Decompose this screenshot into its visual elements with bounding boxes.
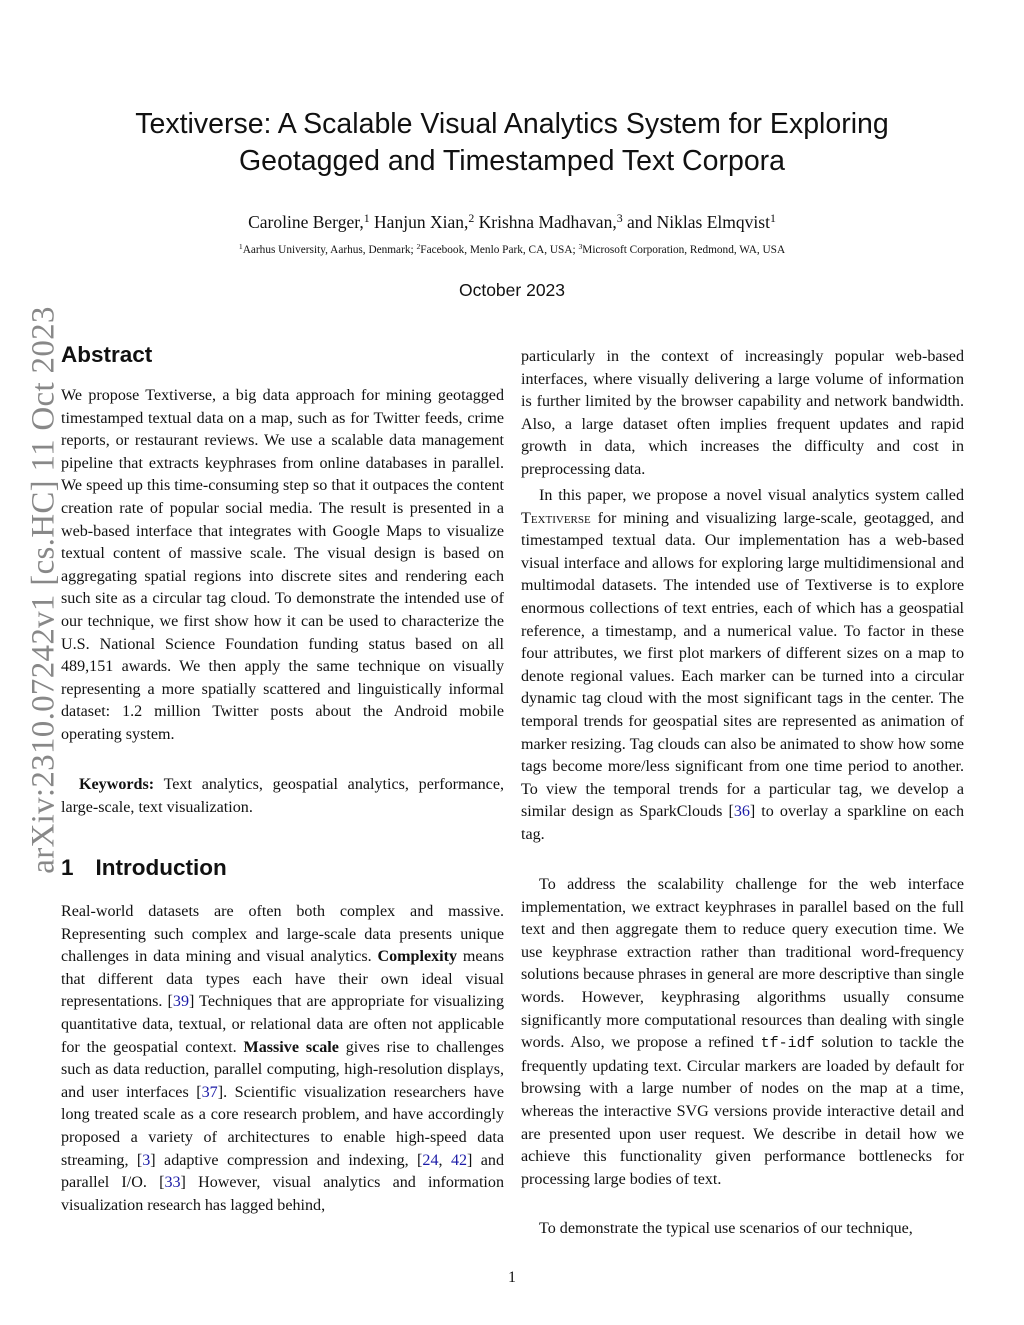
section-heading-introduction: 1 Introduction: [61, 855, 227, 880]
author: Hanjun Xian,$^2$: [374, 211, 475, 232]
affiliation: $^3$Microsoft Corporation, Redmond, WA, USA: [578, 242, 786, 256]
intro-paragraph: Real-world datasets are often both complex and massive. Representing such complex and large-scale data presents unique challenges in data mining and visual analytics. Complexity means that different data types each have their own ideal visual representations. [39] Techniques that are appropriate for visualizing quantitative data, textual, or relational data are often not applicable for the geospatial context. Massive scale gives rise to challenges such as data reduction, parallel computing, high-resolution displays, and user interfaces [37]. Scientific visualization researchers have long treated scale as a core research problem, and have accordingly proposed a variety of architectures to enable high-speed data streaming, [3] adaptive compression and indexing, [24, 42] and parallel I/O. [33] However, visual analytics and information visualization research has lagged behind,: [61, 903, 505, 1214]
title-line-2: Geotagged and Timestamped Text Corpora: [238, 145, 786, 177]
citation-link[interactable]: 39: [172, 993, 189, 1011]
author: and Niklas Elmqvist$^1$: [627, 211, 776, 232]
keywords-label: Keywords:: [79, 776, 155, 793]
citation-link[interactable]: 37: [201, 1083, 218, 1101]
title-line-1: Textiverse: A Scalable Visual Analytics System for Exploring: [135, 108, 889, 140]
body-paragraph: In this paper, we propose a novel visual analytics system called Textiverse for mining and visualizing large-scale, geotagged, and timestamped textual data. Our implementation has a web-based visual interface and allows for exploring large multidimensional and multimodal datasets. The intended use of Textiverse is to explore enormous collections of text entries, each of which has a geospatial reference, a timestamp, and a numerical value. To factor in these four attributes, we first plot markers of different sizes on a map to denote regional values. Each marker can be turned into a circular dynamic tag cloud with the most significant tags in the center. The temporal trends for geospatial sites are represented as animation of marker resizing. Tag clouds can also be animated to show how some tags become more/less significant from one time period to another. To view the temporal trends for a particular tag, we develop a similar design as SparkClouds [36] to overlay a sparkline on each tag.: [521, 487, 965, 843]
affiliation: $^2$Facebook, Menlo Park, CA, USA;: [416, 242, 576, 256]
citation-link[interactable]: 24: [422, 1151, 439, 1169]
author: Krishna Madhavan,$^3$: [478, 211, 623, 232]
citation-link[interactable]: 3: [142, 1151, 151, 1169]
keywords: [61, 774, 504, 819]
code-term: tf-idf: [760, 1035, 815, 1053]
system-name: Textiverse: [521, 509, 591, 527]
body-paragraph: particularly in the context of increasingly popular web-based interfaces, where visually delivering a large volume of information is further limited by the browser capability and network bandwidth. Also, a large dataset often implies frequent updates and rapid growth in data, which increases the difficulty and cost in preprocessing data.: [521, 348, 964, 478]
abstract-text: We propose Textiverse, a big data approach for mining geotagged timestamped textual data on a map, such as for Twitter feeds, crime reports, or restaurant reviews. We use a scalable data management pipeline that extracts keyphrases from online databases in parallel. We speed up this time-consuming step so that it outpaces the content creation rate of popular social media. The result is presented in a web-based interface that integrates with Google Maps to visualize textual content of massive scale. The visual design is based on aggregating spatial regions into discrete sites and rendering each such site as a circular tag cloud. To demonstrate the intended use of our technique, we first show how it can be used to characterize the U.S. National Science Foundation funding status based on all 489,151 awards. We then apply the same technique on visually representing a more spatially scattered and linguistically informal dataset: 1.2 million Twitter posts about the Android mobile operating system.: [61, 387, 504, 743]
author-list: [0, 210, 1024, 234]
body-paragraph: To demonstrate the typical use scenarios of our technique,: [539, 1220, 913, 1237]
publication-date: October 2023: [458, 280, 566, 300]
affiliation: $^1$Aarhus University, Aarhus, Denmark;: [238, 242, 414, 256]
page-number: 1: [508, 1269, 516, 1286]
body-paragraph: To address the scalability challenge for the web interface implementation, we extract keyphrases in parallel based on the full text and then aggregate them to reduce query execution time. We use keyphrase extraction rather than traditional word-frequency solutions because phrases in general are more descriptive than single words. However, keyphrasing algorithms usually consume significantly more computational resources than dealing with single words. Also, we propose a refined tf-idf solution to tackle the frequently updating text. Circular markers are loaded by default for browsing with a large number of nodes on the map at a time, whereas the interactive SVG versions provide interactive detail and are presented upon user request. We describe in detail how we achieve this functionality given performance bottlenecks for processing large bodies of text.: [521, 876, 964, 1188]
arxiv-identifier: arXiv:2310.07242v1 [cs.HC] 11 Oct 2023: [25, 306, 62, 874]
bold-term: Massive scale: [243, 1038, 339, 1056]
abstract-heading: Abstract: [61, 342, 153, 367]
affiliations: [0, 242, 1024, 258]
citation-link[interactable]: 36: [733, 803, 750, 821]
author: Caroline Berger,$^1$: [248, 211, 370, 232]
keywords-text: Text analytics, geospatial analytics, performance, large-scale, text visualization.: [61, 776, 504, 816]
citation-link[interactable]: 33: [164, 1174, 181, 1192]
bold-term: Complexity: [377, 948, 458, 966]
citation-link[interactable]: 42: [450, 1151, 468, 1169]
paper-title: [0, 106, 1024, 180]
